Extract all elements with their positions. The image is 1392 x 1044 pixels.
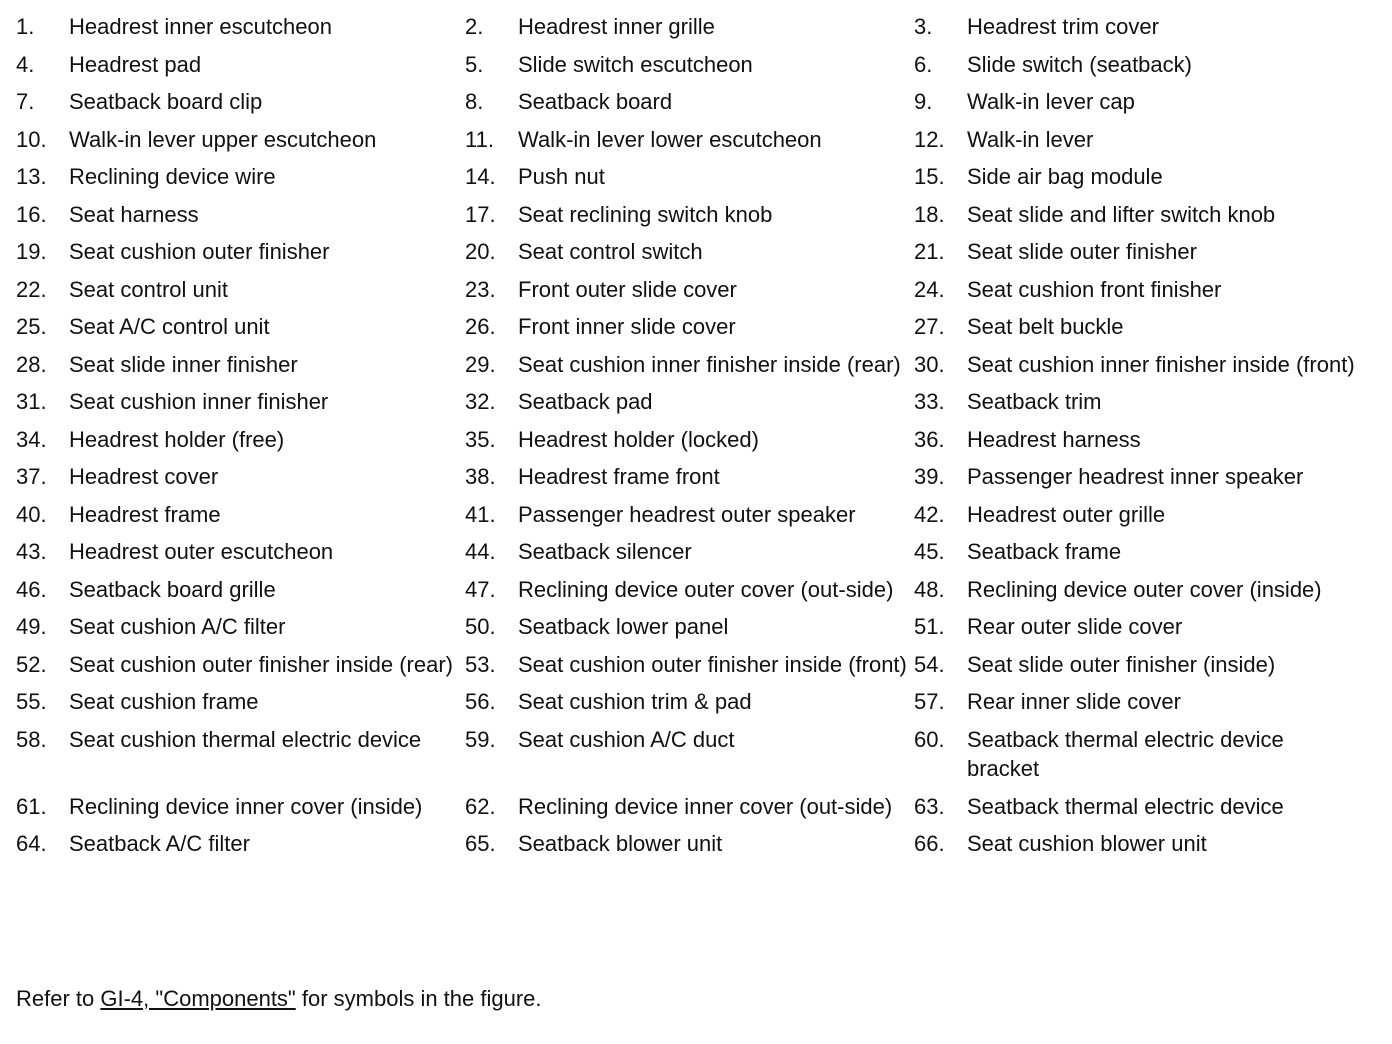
part-number: 6. [914,51,933,77]
part-label: Headrest frame front [518,464,720,489]
part-item [465,237,914,267]
part-number: 8. [465,89,484,114]
part-label: Headrest pad [69,51,202,77]
part-label: Seat slide outer finisher (inside) [967,651,1276,677]
part-item [16,425,465,455]
part-label: Side air bag module [967,164,1163,189]
part-item [914,687,1363,717]
part-number: 47. [465,576,496,602]
part-number: 4. [16,51,35,77]
part-item [914,792,1363,822]
part-number: 39. [914,464,945,489]
part-number: 24. [914,276,945,302]
part-item [465,162,914,192]
part-item [914,425,1363,455]
part-number: 53. [465,651,496,677]
part-label: Seatback blower unit [518,831,723,856]
part-label: Seatback trim [967,389,1102,414]
part-label: Seat cushion outer finisher [69,239,330,264]
part-label: Seatback A/C filter [69,831,250,856]
part-label: Seat cushion inner finisher inside (front) [967,351,1355,377]
part-number: 5. [465,51,484,77]
part-item [914,350,1363,380]
part-item [16,125,465,155]
part-label: Seatback thermal electric device bracket [967,726,1284,781]
part-label: Walk-in lever [967,126,1094,152]
part-item [914,87,1363,117]
part-item [16,500,465,530]
part-number: 52. [16,651,47,677]
reference-prefix: Refer to [16,986,101,1011]
part-number: 25. [16,314,47,339]
part-number: 38. [465,464,496,489]
part-number: 12. [914,126,945,152]
part-item [914,500,1363,530]
part-item [914,462,1363,492]
part-label: Headrest cover [69,464,219,489]
part-number: 33. [914,389,945,414]
part-label: Seatback thermal electric device [967,793,1284,819]
part-label: Passenger headrest outer speaker [518,501,856,527]
part-item [465,829,914,859]
part-number: 27. [914,314,945,339]
part-number: 17. [465,201,496,227]
part-number: 28. [16,351,47,377]
part-item [465,537,914,567]
part-label: Seatback frame [967,539,1122,564]
part-item [465,312,914,342]
part-label: Seat reclining switch knob [518,201,773,227]
part-item [465,425,914,455]
part-label: Headrest outer escutcheon [69,539,334,564]
part-item [914,312,1363,342]
part-label: Front inner slide cover [518,314,736,339]
part-number: 62. [465,793,496,819]
part-label: Rear inner slide cover [967,689,1181,714]
part-number: 14. [465,164,496,189]
part-item [465,125,914,155]
part-item [914,612,1363,642]
part-number: 13. [16,164,47,189]
part-item [914,237,1363,267]
part-item [16,350,465,380]
part-label: Seat harness [69,201,199,227]
part-number: 56. [465,689,496,714]
part-item [16,462,465,492]
part-number: 2. [465,14,484,39]
part-item [16,162,465,192]
part-item [914,125,1363,155]
part-item [465,462,914,492]
part-number: 63. [914,793,945,819]
part-item [914,829,1363,859]
part-number: 20. [465,239,496,264]
part-item [16,829,465,859]
part-item [465,200,914,230]
part-label: Seat control unit [69,276,228,302]
part-item [16,537,465,567]
part-number: 23. [465,276,496,302]
part-number: 7. [16,89,35,114]
part-number: 21. [914,239,945,264]
part-item [465,612,914,642]
part-item [914,50,1363,80]
part-item [914,537,1363,567]
part-number: 34. [16,426,47,452]
part-item [16,200,465,230]
part-number: 49. [16,614,47,639]
part-label: Front outer slide cover [518,276,737,302]
part-label: Walk-in lever cap [967,89,1135,114]
part-item [914,725,1363,784]
part-number: 50. [465,614,496,639]
part-label: Seat cushion trim & pad [518,689,752,714]
part-item [465,387,914,417]
part-label: Seat cushion outer finisher inside (front) [518,651,907,677]
part-item [465,792,914,822]
part-label: Headrest outer grille [967,501,1166,527]
part-item [16,312,465,342]
part-label: Seatback silencer [518,539,692,564]
part-number: 48. [914,576,945,602]
part-number: 58. [16,726,47,752]
part-number: 46. [16,576,47,602]
part-number: 29. [465,351,496,377]
part-number: 32. [465,389,496,414]
part-label: Slide switch (seatback) [967,51,1192,77]
part-item [16,237,465,267]
part-item [914,200,1363,230]
part-item [465,725,914,784]
part-item [914,650,1363,680]
part-item [465,575,914,605]
part-label: Seatback board grille [69,576,276,602]
reference-suffix: for symbols in the figure. [295,986,542,1011]
part-label: Headrest holder (locked) [518,426,759,452]
part-item [465,350,914,380]
parts-legend-list [16,12,1376,859]
part-label: Headrest inner escutcheon [69,14,332,39]
part-item [16,612,465,642]
part-number: 35. [465,426,496,452]
part-label: Seat slide outer finisher [967,239,1197,264]
part-item [465,275,914,305]
part-label: Slide switch escutcheon [518,51,753,77]
part-number: 66. [914,831,945,856]
part-item [16,792,465,822]
part-item [465,500,914,530]
part-number: 26. [465,314,496,339]
part-label: Seat slide inner finisher [69,351,298,377]
part-number: 15. [914,164,945,189]
part-label: Seat slide and lifter switch knob [967,201,1276,227]
part-label: Walk-in lever upper escutcheon [69,126,377,152]
part-label: Seatback board clip [69,89,263,114]
part-label: Seatback pad [518,389,653,414]
part-number: 51. [914,614,945,639]
part-number: 57. [914,689,945,714]
part-item [465,650,914,680]
part-label: Reclining device outer cover (out-side) [518,576,894,602]
part-number: 61. [16,793,47,819]
part-label: Seat A/C control unit [69,314,270,339]
part-number: 3. [914,14,933,39]
part-number: 30. [914,351,945,377]
part-label: Headrest inner grille [518,14,715,39]
part-item [16,387,465,417]
part-label: Reclining device outer cover (inside) [967,576,1322,602]
part-item [16,87,465,117]
part-label: Headrest frame [69,501,221,527]
part-number: 31. [16,389,47,414]
part-number: 9. [914,89,933,114]
part-item [16,687,465,717]
part-number: 54. [914,651,945,677]
part-label: Seat cushion inner finisher inside (rear) [518,351,901,377]
part-label: Seat control switch [518,239,703,264]
part-label: Seat cushion thermal electric device [69,726,422,752]
part-item [16,650,465,680]
part-label: Seat cushion outer finisher inside (rear) [69,651,453,677]
part-item [16,12,465,42]
part-label: Seat cushion front finisher [967,276,1222,302]
part-number: 41. [465,501,496,527]
part-number: 22. [16,276,47,302]
part-item [465,87,914,117]
part-label: Walk-in lever lower escutcheon [518,126,822,152]
part-label: Seatback lower panel [518,614,729,639]
part-label: Seat cushion A/C filter [69,614,286,639]
part-item [914,12,1363,42]
part-number: 10. [16,126,47,152]
part-number: 65. [465,831,496,856]
part-label: Seat cushion blower unit [967,831,1207,856]
part-number: 64. [16,831,47,856]
part-number: 1. [16,14,35,39]
part-number: 36. [914,426,945,452]
part-item [465,687,914,717]
part-number: 40. [16,501,47,527]
part-item [16,575,465,605]
part-label: Passenger headrest inner speaker [967,464,1304,489]
part-number: 16. [16,201,47,227]
part-item [16,275,465,305]
part-item [465,50,914,80]
part-label: Push nut [518,164,605,189]
part-label: Reclining device inner cover (out-side) [518,793,893,819]
part-item [914,275,1363,305]
part-label: Reclining device inner cover (inside) [69,793,423,819]
reference-note [16,984,542,1014]
part-label: Headrest harness [967,426,1141,452]
part-item [914,162,1363,192]
part-label: Seat cushion A/C duct [518,726,735,752]
part-number: 11. [465,126,494,152]
part-number: 45. [914,539,945,564]
part-item [16,725,465,784]
part-number: 19. [16,239,47,264]
part-label: Seat belt buckle [967,314,1124,339]
part-item [914,387,1363,417]
part-label: Reclining device wire [69,164,276,189]
part-number: 59. [465,726,496,752]
part-label: Headrest trim cover [967,14,1159,39]
part-number: 44. [465,539,496,564]
part-label: Headrest holder (free) [69,426,285,452]
part-number: 43. [16,539,47,564]
part-label: Seat cushion inner finisher [69,389,329,414]
part-item [914,575,1363,605]
components-reference-link[interactable]: GI-4, "Components" [100,986,296,1011]
part-number: 55. [16,689,47,714]
part-number: 18. [914,201,945,227]
part-item [16,50,465,80]
part-label: Rear outer slide cover [967,614,1183,639]
part-label: Seatback board [518,89,673,114]
part-label: Seat cushion frame [69,689,259,714]
part-item [465,12,914,42]
part-number: 42. [914,501,945,527]
part-number: 37. [16,464,47,489]
part-number: 60. [914,726,945,752]
